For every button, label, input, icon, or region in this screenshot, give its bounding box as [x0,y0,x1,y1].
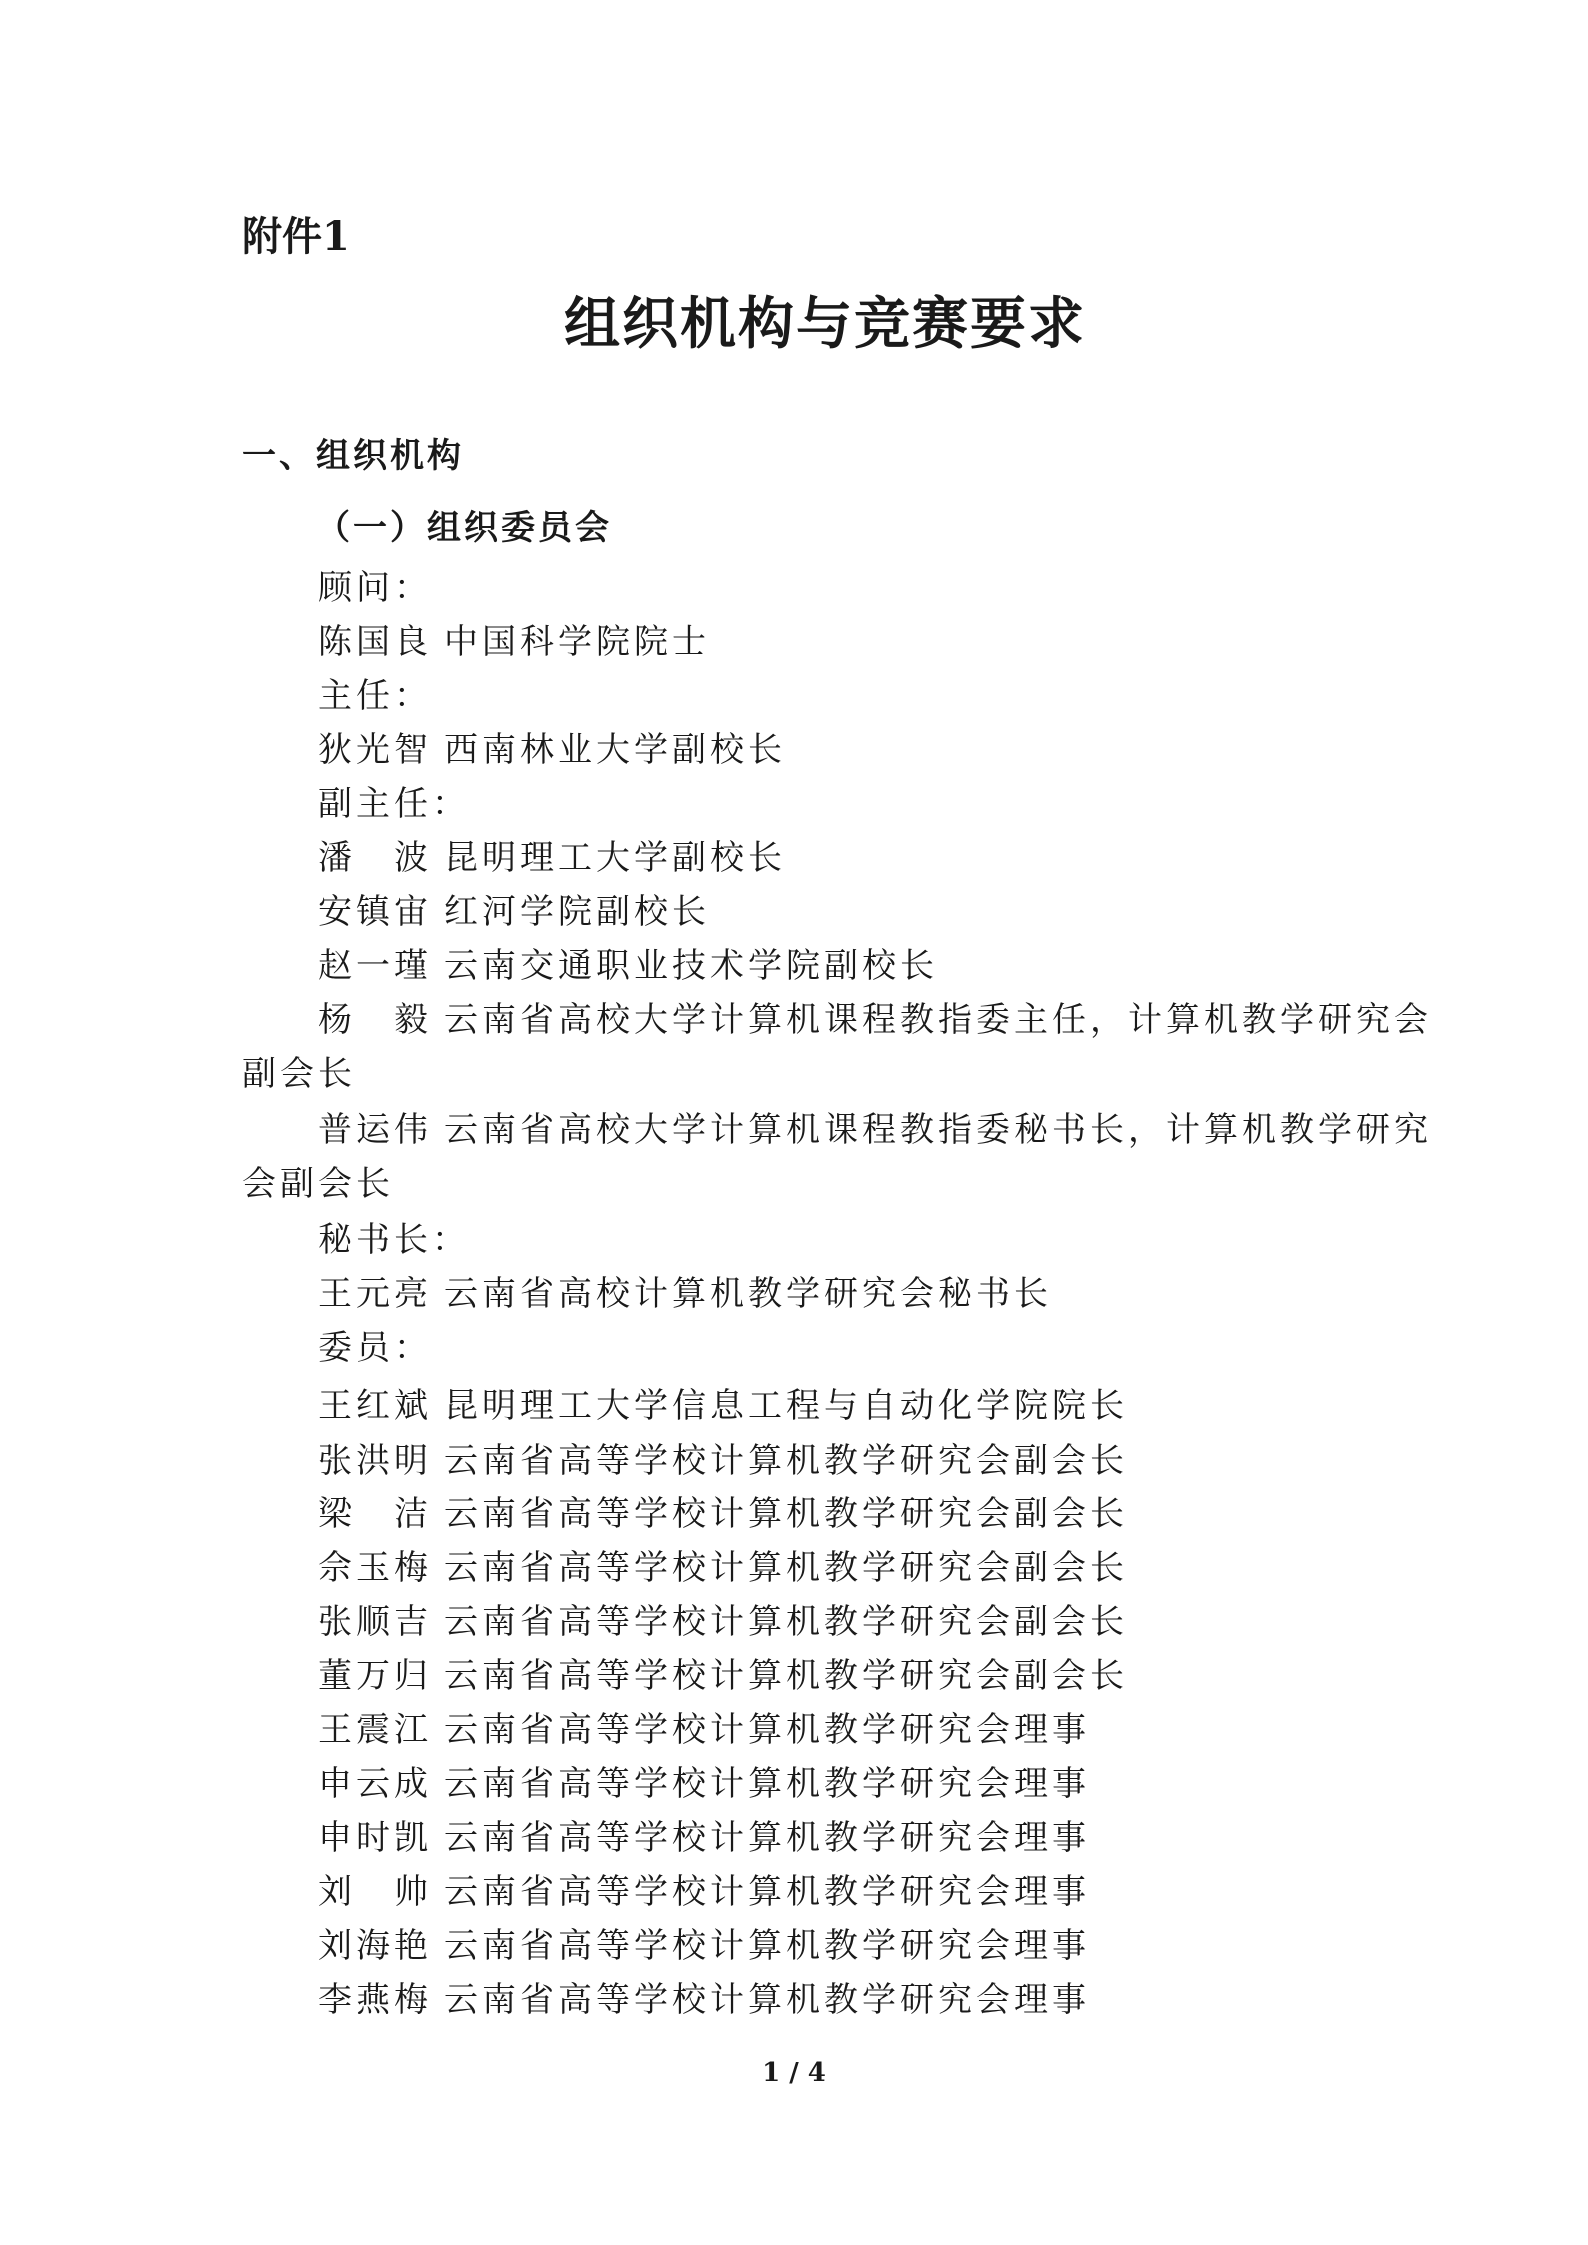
person-name: 李燕梅 [318,1980,432,2020]
member-entry [318,1648,1128,1697]
vice-director-entry [318,992,1432,1041]
director-label: 主任： [318,676,432,716]
advisor-entry [318,614,710,663]
person-name: 王元亮 [318,1274,432,1314]
person-title: 云南省高校计算机教学研究会秘书长 [444,1274,1052,1314]
vice-director-entry [318,884,710,933]
person-name: 刘海艳 [318,1926,432,1966]
person-name: 王震江 [318,1710,432,1750]
person-name: 董万归 [318,1656,432,1696]
vice-director-entry-continued: 会副会长 [242,1164,394,1204]
section-heading: 一、组织机构 [242,436,464,476]
member-entry [318,1972,1090,2021]
person-title: 云南省高等学校计算机教学研究会理事 [444,1764,1090,1804]
person-title: 云南省高等学校计算机教学研究会理事 [444,1872,1090,1912]
person-name: 安镇宙 [318,892,432,932]
person-name: 佘玉梅 [318,1548,432,1588]
person-title: 云南省高等学校计算机教学研究会副会长 [444,1656,1128,1696]
person-name: 梁 洁 [318,1494,432,1534]
member-entry [318,1918,1090,1967]
vice-director-entry-continued: 副会长 [242,1054,356,1094]
person-title: 云南省高校大学计算机课程教指委主任，计算机教学研究会 [444,1000,1432,1040]
person-name: 普运伟 [318,1110,432,1150]
person-name: 申时凯 [318,1818,432,1858]
vice-director-entry [318,1102,1432,1151]
person-title: 红河学院副校长 [444,892,710,932]
person-name: 陈国良 [318,622,432,662]
person-name: 杨 毅 [318,1000,432,1040]
members-label: 委员： [318,1328,432,1368]
member-entry [318,1486,1128,1535]
person-title: 云南省高等学校计算机教学研究会理事 [444,1818,1090,1858]
person-title: 云南交通职业技术学院副校长 [444,946,938,986]
person-name: 狄光智 [318,730,432,770]
person-title: 云南省高校大学计算机课程教指委秘书长，计算机教学研究 [444,1110,1432,1150]
subsection-heading: （一）组织委员会 [316,508,612,548]
person-title: 西南林业大学副校长 [444,730,786,770]
person-name: 申云成 [318,1764,432,1804]
vice-director-entry [318,830,786,879]
member-entry [318,1378,1128,1427]
person-title: 昆明理工大学信息工程与自动化学院院长 [444,1386,1128,1426]
person-title: 云南省高等学校计算机教学研究会理事 [444,1926,1090,1966]
person-name: 王红斌 [318,1386,432,1426]
person-name: 潘 波 [318,838,432,878]
page-number: 1 / 4 [762,2058,826,2088]
person-name: 张顺吉 [318,1602,432,1642]
vice-director-entry [318,938,938,987]
person-title: 云南省高等学校计算机教学研究会副会长 [444,1441,1128,1481]
person-name: 赵一瑾 [318,946,432,986]
person-title: 云南省高等学校计算机教学研究会理事 [444,1710,1090,1750]
vice-director-label: 副主任： [318,784,470,824]
person-title: 昆明理工大学副校长 [444,838,786,878]
member-entry [318,1433,1128,1482]
advisor-label: 顾问： [318,568,432,608]
secretary-label: 秘书长： [318,1220,470,1260]
person-title: 云南省高等学校计算机教学研究会理事 [444,1980,1090,2020]
member-entry [318,1756,1090,1805]
member-entry [318,1864,1090,1913]
document-title: 组织机构与竞赛要求 [564,292,1086,357]
secretary-entry [318,1266,1052,1315]
director-entry [318,722,786,771]
member-entry [318,1702,1090,1751]
person-title: 云南省高等学校计算机教学研究会副会长 [444,1548,1128,1588]
attachment-label: 附件1 [242,213,350,260]
person-name: 刘 帅 [318,1872,432,1912]
member-entry [318,1540,1128,1589]
person-name: 张洪明 [318,1441,432,1481]
person-title: 云南省高等学校计算机教学研究会副会长 [444,1494,1128,1534]
member-entry [318,1810,1090,1859]
person-title: 中国科学院院士 [444,622,710,662]
person-title: 云南省高等学校计算机教学研究会副会长 [444,1602,1128,1642]
member-entry [318,1594,1128,1643]
